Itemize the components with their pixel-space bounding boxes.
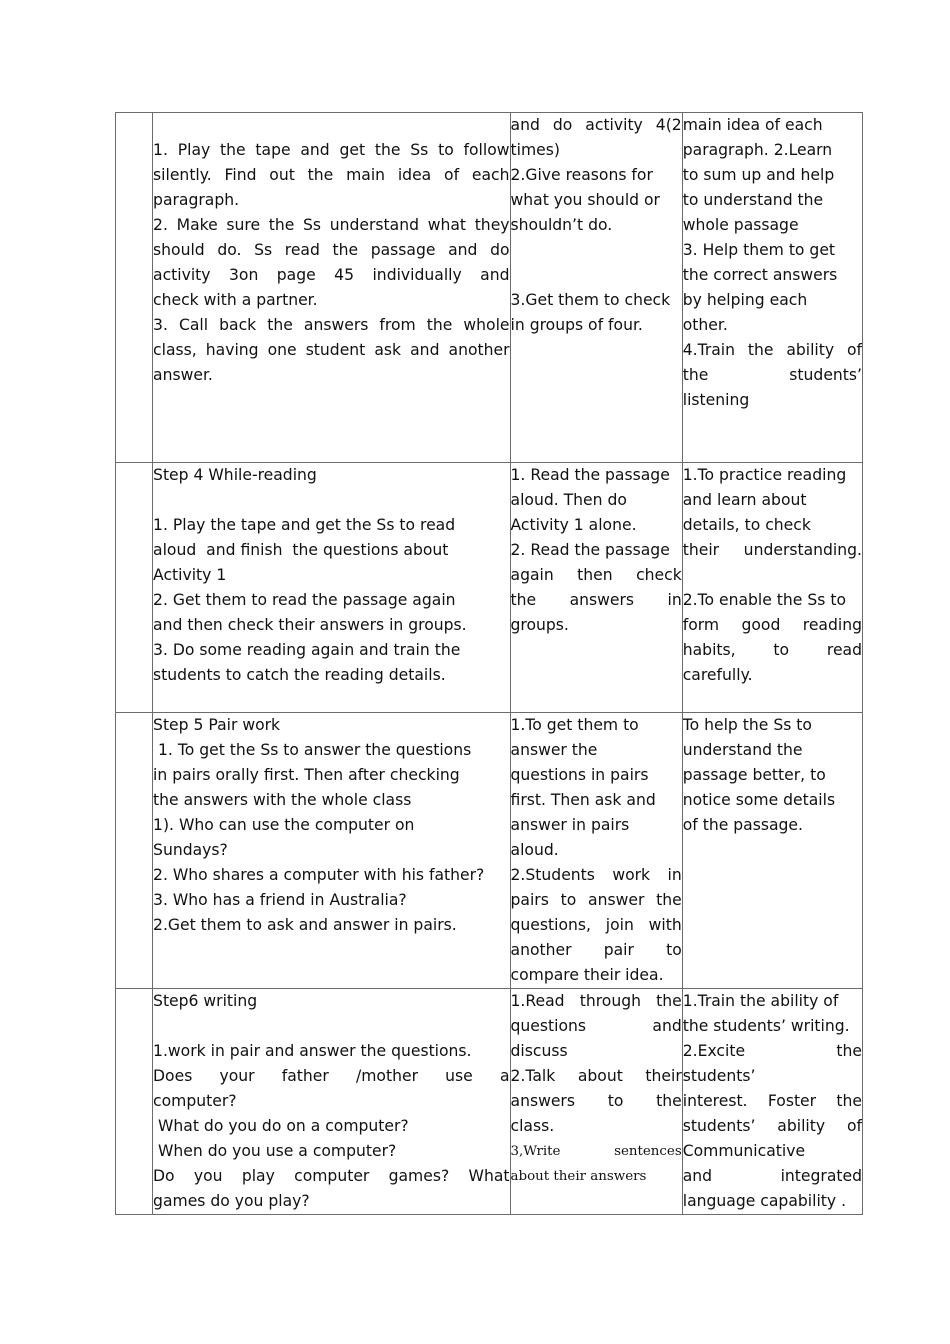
text-line: 3. Do some reading again and train the — [153, 641, 461, 659]
text-line: first. Then ask and — [510, 791, 656, 809]
purpose-cell — [682, 713, 862, 989]
text-line: 2.Get them to ask and answer in pairs. — [153, 916, 457, 934]
text-line: questions in pairs — [510, 766, 649, 784]
blank-line — [683, 563, 862, 588]
text-line: the students’ — [682, 366, 862, 384]
text-line: and integrated — [682, 1167, 862, 1185]
text-line: activity 3on page 45 individually and — [153, 266, 510, 284]
text-line: notice some details — [682, 791, 836, 809]
text-line: 1. Play the tape and get the Ss to follow — [153, 141, 510, 159]
text-line: main idea of each — [682, 116, 823, 134]
text-line: 2.Students work in — [510, 866, 682, 884]
text-line: 3. Help them to get — [682, 241, 836, 259]
text-line: another pair to — [510, 941, 682, 959]
text-line: passage better, to — [682, 766, 826, 784]
text-line: to understand the — [682, 191, 824, 209]
step-title: Step 4 While-reading — [153, 466, 317, 484]
text-line: habits, to read — [682, 641, 862, 659]
text-line: whole passage — [682, 216, 799, 234]
purpose-cell — [682, 463, 862, 713]
text-line: 2. Get them to read the passage again — [153, 591, 456, 609]
blank-line — [153, 113, 509, 138]
text-line: paragraph. 2.Learn — [682, 141, 833, 159]
text-line: again then check — [510, 566, 682, 584]
text-line: 2. Who shares a computer with his father? — [153, 866, 485, 884]
text-line: aloud and finish the questions about — [153, 541, 449, 559]
text-line: 2. Make sure the Ss understand what they — [153, 216, 510, 234]
text-line: 1.Train the ability of — [682, 992, 839, 1010]
text-line: students’ ability of — [682, 1117, 862, 1135]
text-line: 1.Read through the — [510, 992, 682, 1010]
text-line: students to catch the reading details. — [153, 666, 446, 684]
text-line: answer in pairs — [510, 816, 630, 834]
text-line: computer? — [153, 1092, 237, 1110]
text-line: discuss — [510, 1042, 568, 1060]
text-line: to sum up and help — [682, 166, 835, 184]
text-line: the correct answers — [682, 266, 838, 284]
text-line: Activity 1 — [153, 566, 227, 584]
text-line: Communicative — [682, 1142, 806, 1160]
step-title: Step 5 Pair work — [153, 716, 281, 734]
text-line: and do activity 4(2 — [510, 116, 682, 134]
text-line: questions, join with — [510, 916, 682, 934]
text-line: in groups of four. — [510, 316, 643, 334]
table-row — [116, 713, 863, 989]
text-line: 2.To enable the Ss to — [682, 591, 846, 609]
table-row — [116, 113, 863, 463]
text-line: understand the — [682, 741, 803, 759]
text-line: 1). Who can use the computer on — [153, 816, 415, 834]
student-activity-cell — [510, 113, 682, 463]
text-line: what you should or — [510, 191, 660, 209]
text-line: Do you play computer games? What — [153, 1167, 510, 1185]
text-line: the students’ writing. — [682, 1017, 850, 1035]
student-activity-cell — [510, 713, 682, 989]
text-line: 1.To practice reading — [682, 466, 847, 484]
text-line: about their answers — [510, 1169, 647, 1184]
text-line: games do you play? — [153, 1192, 310, 1210]
row-marker-cell — [116, 113, 153, 463]
purpose-cell — [682, 113, 862, 463]
text-line: questions and — [510, 1017, 682, 1035]
text-line: and learn about — [682, 491, 807, 509]
text-line: compare their idea. — [510, 966, 664, 984]
text-line: 1.To get them to — [510, 716, 639, 734]
text-line: groups. — [510, 616, 569, 634]
text-line: students’ — [682, 1067, 756, 1085]
step-title: Step6 writing — [153, 992, 258, 1010]
text-line: silently. Find out the main idea of each — [153, 166, 510, 184]
text-line: paragraph. — [153, 191, 240, 209]
text-line: 3. Call back the answers from the whole — [153, 316, 510, 334]
text-line: shouldn’t do. — [510, 216, 613, 234]
text-line: 3.Get them to check — [510, 291, 671, 309]
teacher-activity-cell — [153, 989, 510, 1215]
text-line: language capability . — [682, 1192, 847, 1210]
student-activity-cell — [510, 989, 682, 1215]
blank-line — [511, 238, 682, 263]
text-line: 2.Talk about their — [510, 1067, 682, 1085]
lesson-plan-table — [115, 112, 863, 1215]
teacher-activity-cell — [153, 713, 510, 989]
text-line: and then check their answers in groups. — [153, 616, 467, 634]
text-line: check with a partner. — [153, 291, 318, 309]
text-line: 1.work in pair and answer the questions. — [153, 1042, 472, 1060]
text-line: aloud. — [510, 841, 559, 859]
text-line: aloud. Then do — [510, 491, 627, 509]
teacher-activity-cell — [153, 113, 510, 463]
text-line: their understanding. — [682, 541, 862, 559]
blank-line — [153, 488, 509, 513]
table-row — [116, 989, 863, 1215]
purpose-cell — [682, 989, 862, 1215]
text-line: listening — [682, 391, 750, 409]
text-line: 3. Who has a friend in Australia? — [153, 891, 407, 909]
text-line: details, to check — [682, 516, 811, 534]
blank-line — [511, 263, 682, 288]
text-line: 1. To get the Ss to answer the questions — [153, 741, 472, 759]
text-line: 4.Train the ability of — [682, 341, 862, 359]
text-line: Does your father /mother use a — [153, 1067, 510, 1085]
text-line: Sundays? — [153, 841, 228, 859]
text-line: carefully. — [682, 666, 753, 684]
text-line: answers to the — [510, 1092, 682, 1110]
text-line: 1. Play the tape and get the Ss to read — [153, 516, 456, 534]
text-line: class. — [510, 1117, 555, 1135]
text-line: 1. Read the passage — [510, 466, 670, 484]
text-line: interest. Foster the — [682, 1092, 862, 1110]
text-line: When do you use a computer? — [153, 1142, 397, 1160]
blank-line — [153, 1014, 509, 1039]
text-line: answer. — [153, 366, 213, 384]
text-line: class, having one student ask and another — [153, 341, 510, 359]
text-line: What do you do on a computer? — [153, 1117, 409, 1135]
text-line: in pairs orally first. Then after checking — [153, 766, 460, 784]
text-line: should do. Ss read the passage and do — [153, 241, 510, 259]
text-line: of the passage. — [682, 816, 803, 834]
text-line: 2. Read the passage — [510, 541, 670, 559]
text-line: 2.Excite the — [682, 1042, 862, 1060]
table-row — [116, 463, 863, 713]
text-line: form good reading — [682, 616, 862, 634]
text-line: pairs to answer the — [510, 891, 682, 909]
row-marker-cell — [116, 989, 153, 1215]
text-line: the answers with the whole class — [153, 791, 412, 809]
text-line: times) — [510, 141, 560, 159]
text-line: To help the Ss to — [682, 716, 812, 734]
text-line: by helping each — [682, 291, 808, 309]
teacher-activity-cell — [153, 463, 510, 713]
text-line: 2.Give reasons for — [510, 166, 653, 184]
row-marker-cell — [116, 713, 153, 989]
text-line: answer the — [510, 741, 598, 759]
row-marker-cell — [116, 463, 153, 713]
text-line: 3,Write sentences — [510, 1144, 682, 1159]
student-activity-cell — [510, 463, 682, 713]
text-line: other. — [682, 316, 728, 334]
text-line: Activity 1 alone. — [510, 516, 637, 534]
text-line: the answers in — [510, 591, 682, 609]
